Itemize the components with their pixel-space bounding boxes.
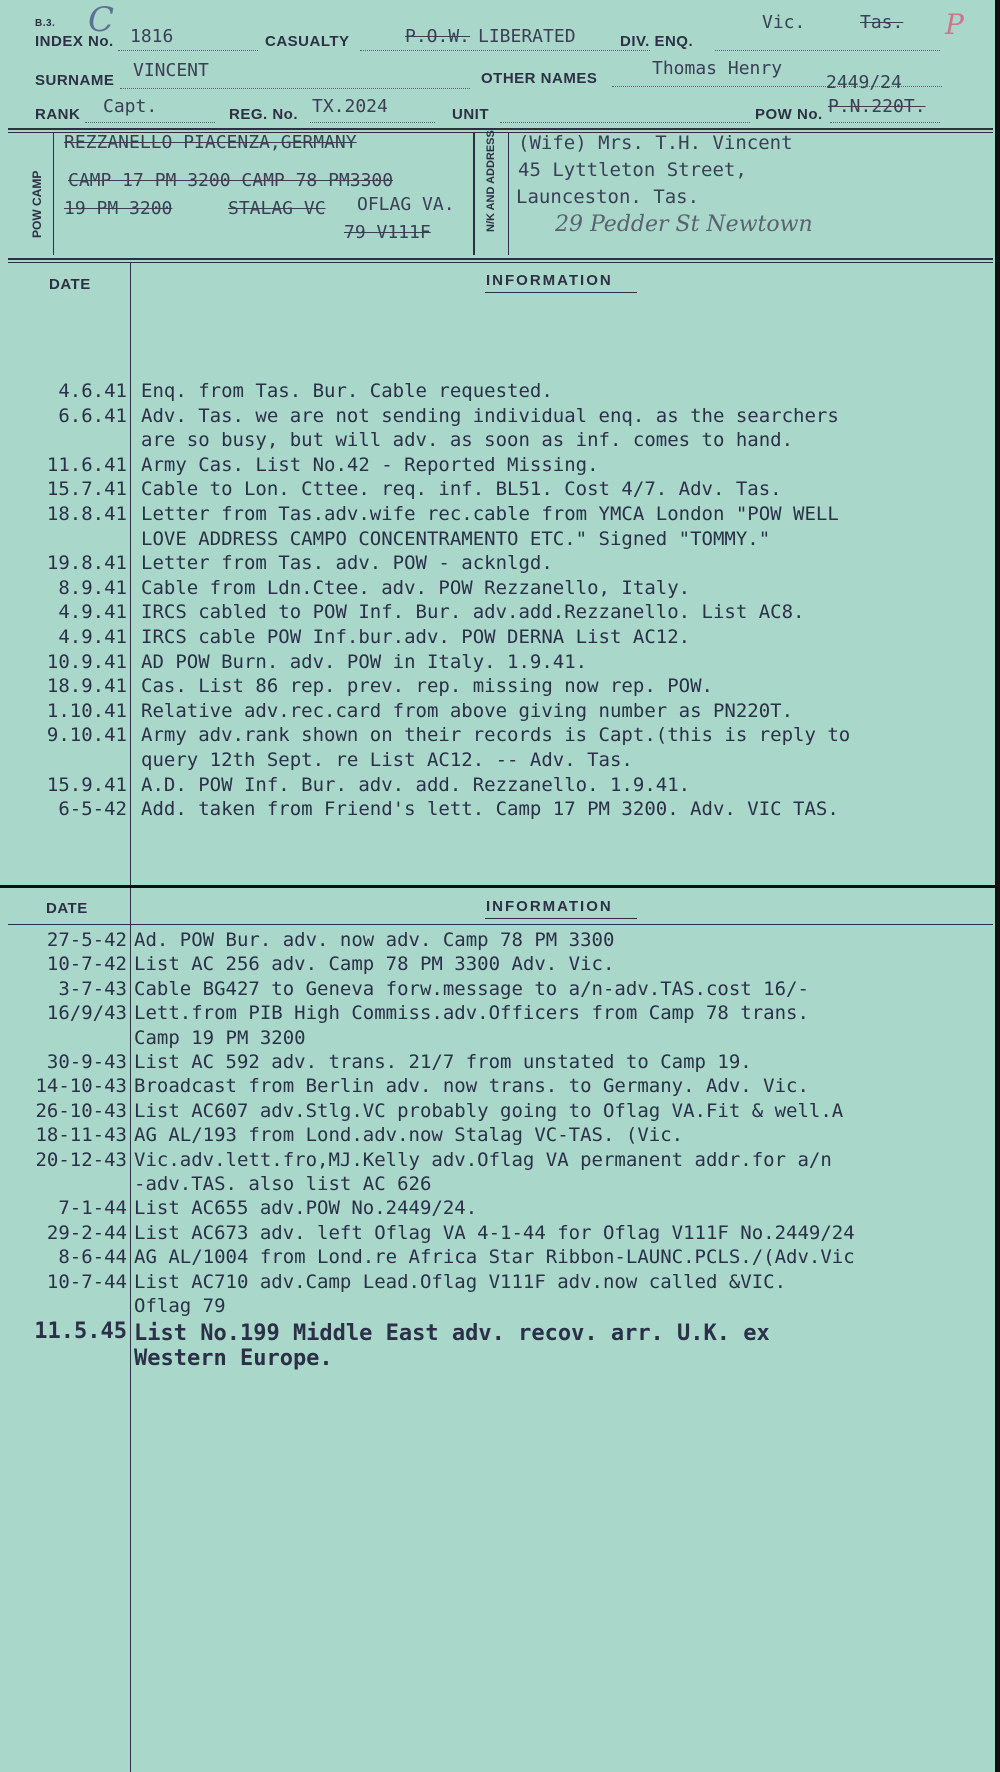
other-names-value: Thomas Henry	[652, 58, 783, 79]
entry-text: List AC607 adv.Stlg.VC probably going to Oflag VA.Fit & well.A	[134, 1099, 844, 1122]
entry-date: 20-12-43	[35, 1148, 127, 1171]
unit-label: UNIT	[452, 106, 489, 123]
entry-date: 7-1-44	[58, 1197, 127, 1220]
date-header: DATE	[49, 276, 91, 293]
entry-text: List AC655 adv.POW No.2449/24.	[134, 1197, 478, 1220]
pow-no-value: 2449/24	[826, 72, 902, 93]
camp-line-2: CAMP 17 PM 3200 CAMP 78 PM3300	[68, 170, 394, 191]
entry-date: 10-7-42	[46, 953, 127, 976]
entry-text: Letter from Tas. adv. POW - acknlgd.	[141, 552, 553, 575]
entry-text: Western Europe.	[134, 1345, 333, 1371]
casualty-label: CASUALTY	[265, 33, 350, 50]
entry-date: 10.9.41	[46, 650, 127, 673]
div-enq-struck: Tas.	[860, 12, 904, 33]
entry-date: 11.6.41	[46, 453, 127, 476]
casualty-value: LIBERATED	[478, 26, 576, 47]
entry-text: Cable from Ldn.Ctee. adv. POW Rezzanello, Italy.	[141, 576, 691, 599]
nok-handwritten: 29 Pedder St Newtown	[555, 212, 813, 237]
entry-date: 14-10-43	[35, 1075, 127, 1098]
camp-line-1: REZZANELLO PIACENZA,GERMANY	[64, 132, 357, 153]
form-code: B.3.	[35, 18, 56, 29]
entry-date: 27-5-42	[46, 929, 127, 951]
rank-label: RANK	[35, 106, 81, 123]
entry-date: 29-2-44	[46, 1221, 127, 1244]
entry-date: 11.5.45	[34, 1319, 127, 1345]
entry-text: A.D. POW Inf. Bur. adv. add. Rezzanello. 1.9.41.	[141, 773, 691, 796]
rank-value: Capt.	[103, 96, 158, 117]
nok-line-2: 45 Lyttleton Street,	[518, 159, 747, 181]
entry-text: LOVE ADDRESS CAMPO CONCENTRAMENTO ETC." Signed "TOMMY."	[141, 527, 771, 550]
entry-date: 6.6.41	[58, 404, 127, 427]
entry-date: 15.7.41	[46, 478, 127, 501]
index-mark: C	[88, 0, 115, 40]
entry-date: 30-9-43	[46, 1051, 127, 1073]
nok-label: N/K AND ADDRESS	[485, 130, 497, 232]
entry-text: List AC673 adv. left Oflag VA 4-1-44 for Oflag V111F No.2449/24	[134, 1221, 855, 1244]
entry-text: IRCS cabled to POW Inf. Bur. adv.add.Rezzanello. List AC8.	[141, 601, 805, 624]
entry-date: 4.9.41	[58, 601, 127, 624]
entry-text: AG AL/1004 from Lond.re Africa Star Ribbon-LAUNC.PCLS./(Adv.Vic	[134, 1246, 855, 1269]
entry-text: Cable to Lon. Cttee. req. inf. BL51. Cost 4/7. Adv. Tas.	[141, 478, 782, 501]
entry-date: 4.9.41	[58, 626, 127, 648]
entry-text: List No.199 Middle East adv. recov. arr. U.K. ex	[134, 1321, 770, 1347]
surname-label: SURNAME	[35, 72, 115, 89]
entry-text: AG AL/193 from Lond.adv.now Stalag VC-TAS. (Vic.	[134, 1124, 684, 1147]
pow-no-label: POW No.	[755, 106, 823, 123]
record-card-front	[0, 0, 995, 885]
entry-text: Relative adv.rec.card from above giving number as PN220T.	[141, 699, 794, 722]
record-card-continuation	[0, 888, 995, 1772]
entry-text: Add. taken from Friend's lett. Camp 17 PM 3200. Adv. VIC TAS.	[141, 798, 839, 821]
camp-line-3b: STALAG VC	[228, 198, 326, 219]
entry-text: List AC710 adv.Camp Lead.Oflag V111F adv.now called &VIC.	[134, 1270, 787, 1293]
entry-text: Ad. POW Bur. adv. now adv. Camp 78 PM 3300	[134, 929, 615, 951]
entry-text: Broadcast from Berlin adv. now trans. to Germany. Adv. Vic.	[134, 1075, 809, 1098]
entry-text: Cas. List 86 rep. prev. rep. missing now rep. POW.	[141, 675, 713, 698]
entry-text: List AC 592 adv. trans. 21/7 from unstated to Camp 19.	[134, 1051, 752, 1073]
entry-text: are so busy, but will adv. as soon as inf. comes to hand.	[141, 429, 794, 452]
casualty-struck: P.O.W.	[405, 26, 471, 47]
date-header-2: DATE	[46, 900, 88, 917]
entry-date: 3-7-43	[58, 977, 127, 1000]
entry-text: List AC 256 adv. Camp 78 PM 3300 Adv. Vic.	[134, 953, 615, 976]
nok-line-1: (Wife) Mrs. T.H. Vincent	[518, 132, 793, 154]
info-header-2: INFORMATION	[486, 898, 613, 915]
entry-date: 18.8.41	[46, 503, 127, 525]
div-enq-mark: P	[945, 8, 964, 41]
entry-date: 9.10.41	[46, 724, 127, 747]
entry-date: 19.8.41	[46, 552, 127, 575]
entry-date: 18-11-43	[35, 1124, 127, 1147]
entry-date: 6-5-42	[58, 798, 127, 821]
div-enq-value: Vic.	[762, 12, 806, 33]
entry-date: 18.9.41	[46, 675, 127, 698]
entry-text: Enq. from Tas. Bur. Cable requested.	[141, 380, 553, 402]
reg-value: TX.2024	[312, 96, 388, 117]
reg-label: REG. No.	[229, 106, 299, 123]
div-enq-label: DIV. ENQ.	[620, 33, 694, 50]
entry-text: Adv. Tas. we are not sending individual enq. as the searchers	[141, 404, 839, 427]
index-value: 1816	[130, 26, 174, 47]
pow-camp-label: POW CAMP	[30, 170, 44, 238]
other-names-label: OTHER NAMES	[481, 70, 598, 87]
info-header: INFORMATION	[486, 272, 613, 289]
entry-text: query 12th Sept. re List AC12. -- Adv. Tas.	[141, 749, 633, 771]
camp-line-4: 79 V111F	[344, 222, 431, 243]
nok-line-3: Launceston. Tas.	[516, 186, 700, 208]
camp-current: OFLAG VA.	[357, 194, 455, 215]
entry-date: 8.9.41	[58, 576, 127, 599]
entry-date: 10-7-44	[46, 1270, 127, 1293]
entry-text: IRCS cable POW Inf.bur.adv. POW DERNA List AC12.	[141, 626, 691, 648]
entry-text: Army Cas. List No.42 - Reported Missing.	[141, 453, 599, 476]
entry-text: Cable BG427 to Geneva forw.message to a/n-adv.TAS.cost 16/-	[134, 977, 809, 1000]
entry-date: 26-10-43	[35, 1099, 127, 1122]
entry-text: -adv.TAS. also list AC 626	[134, 1173, 432, 1195]
entry-text: Vic.adv.lett.fro,MJ.Kelly adv.Oflag VA permanent addr.for a/n	[134, 1148, 832, 1171]
camp-line-3a: 19 PM 3200	[64, 198, 173, 219]
surname-value: VINCENT	[133, 60, 209, 81]
entry-date: 8-6-44	[58, 1246, 127, 1269]
entry-text: Oflag 79	[134, 1295, 226, 1317]
entry-date: 15.9.41	[46, 773, 127, 796]
entry-text: Letter from Tas.adv.wife rec.cable from YMCA London "POW WELL	[141, 503, 839, 525]
entry-text: Camp 19 PM 3200	[134, 1026, 306, 1049]
index-label: INDEX No.	[35, 33, 114, 50]
entry-text: Army adv.rank shown on their records is Capt.(this is reply to	[141, 724, 851, 747]
entry-text: Lett.from PIB High Commiss.adv.Officers from Camp 78 trans.	[134, 1002, 809, 1025]
entry-text: AD POW Burn. adv. POW in Italy. 1.9.41.	[141, 650, 588, 673]
entry-date: 16/9/43	[46, 1002, 127, 1025]
entry-date: 4.6.41	[58, 380, 127, 402]
pow-no-struck: P.N.220T.	[828, 96, 926, 117]
entry-date: 1.10.41	[46, 699, 127, 722]
